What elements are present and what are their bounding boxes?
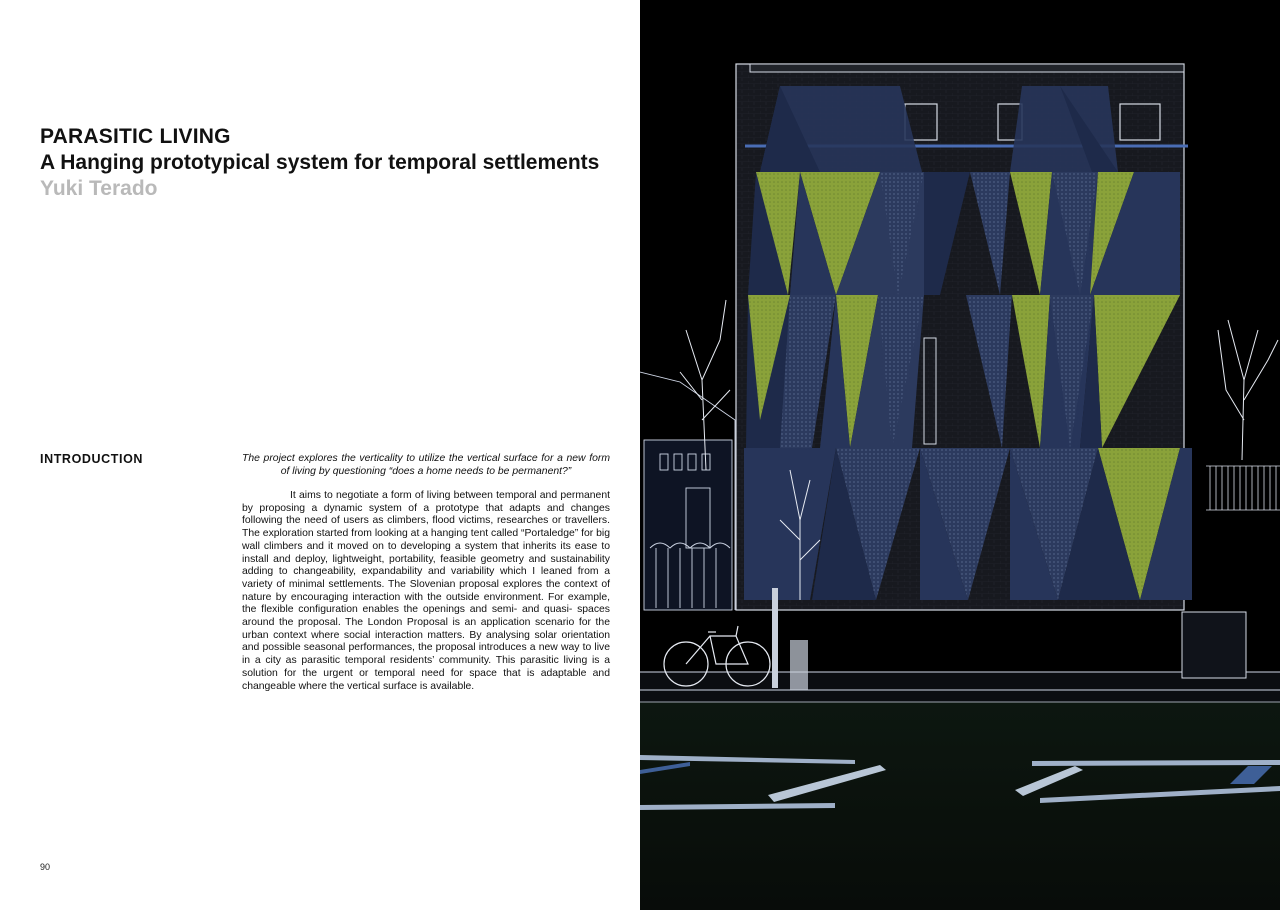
intro-lead-paragraph: The project explores the verticality to utilize the vertical surface for a new form of living by questioning “does a home needs to be permanent?” [242,453,610,477]
project-title: PARASITIC LIVING [40,125,231,148]
page-number: 90 [40,862,51,872]
facade-night-rendering [640,0,1280,910]
rendering-image [640,0,1280,910]
section-heading: INTRODUCTION [40,452,144,466]
author-name: Yuki Terado [40,177,158,200]
project-title-block [40,124,630,202]
intro-body-paragraph: It aims to negotiate a form of living between temporal and permanent by proposing a dynamic system of a prototype that adapts and changes following the need of users as climbers, flood victims, researches or travellers. The exploration started from looking at a hanging tent called “Portaledge” for big wall climbers and it moved on to developing a system that inherits its ease to install and deploy, lightweight, portability, feasible geometry and sustainability adding to changeability, expandability and variability which I leaned from a variety of minimal settlements. The Slovenian proposal explores the context of nature by encouraging interaction with the outside environment. For example, the flexible configuration enables the openings and semi- and quasi- spaces around the proposal. The London Proposal is an application scenario for the urban context where social interaction matters. By analysing solar orientation and possible seasonal performances, the proposal introduces a new way to live in a city as parasitic temporal residents’ community. This parasitic living is a solution for the urgent or temporal need for space that is adaptable and changeable where the vertical surface is available. [242,490,610,692]
project-subtitle: A Hanging prototypical system for temporal settlements [40,151,600,174]
